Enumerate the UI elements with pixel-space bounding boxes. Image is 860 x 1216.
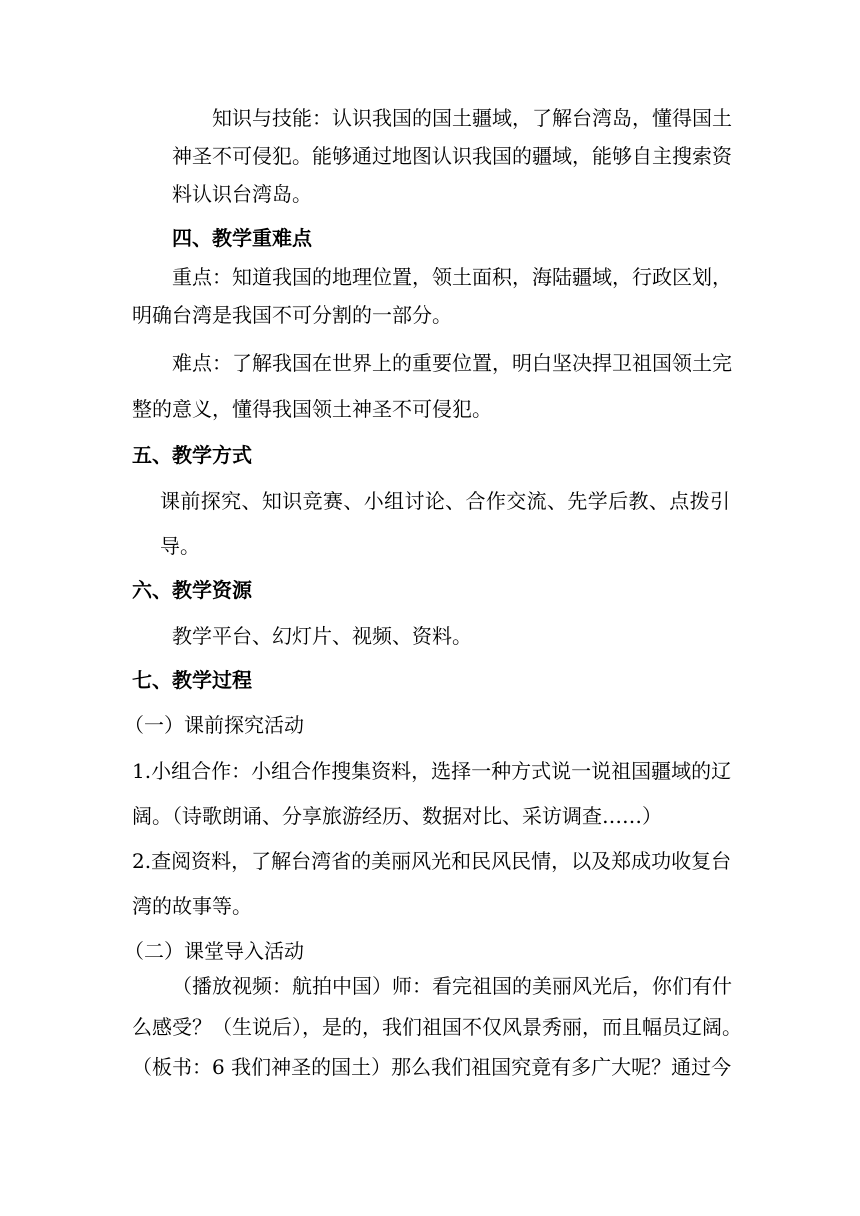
list-item-line: 2.查阅资料，了解台湾省的美丽风光和民风民情，以及郑成功收复台 xyxy=(132,849,732,873)
subsection-heading: （一）课前探究活动 xyxy=(124,713,304,737)
paragraph-line: 知识与技能：认识我国的国土疆域，了解台湾岛，懂得国土 xyxy=(212,106,732,130)
list-item-line: 阔。（诗歌朗诵、分享旅游经历、数据对比、采访调查……） xyxy=(132,804,662,828)
paragraph-line: 神圣不可侵犯。能够通过地图认识我国的疆域，能够自主搜索资 xyxy=(172,144,732,168)
paragraph-line: 么感受？（生说后），是的，我们祖国不仅风景秀丽，而且幅员辽阔。 xyxy=(132,1015,742,1039)
section-heading: 四、教学重难点 xyxy=(172,226,312,250)
section-heading: 七、教学过程 xyxy=(132,668,252,692)
section-heading: 五、教学方式 xyxy=(132,443,252,467)
paragraph-line: 教学平台、幻灯片、视频、资料。 xyxy=(172,624,472,648)
paragraph-line: （板书：6 我们神圣的国土）那么我们祖国究竟有多广大呢？通过今 xyxy=(132,1055,732,1079)
section-heading: 六、教学资源 xyxy=(132,578,252,602)
paragraph-line: 料认识台湾岛。 xyxy=(172,182,312,206)
list-item-line: 1.小组合作：小组合作搜集资料，选择一种方式说一说祖国疆域的辽 xyxy=(132,759,732,783)
paragraph-line: 明确台湾是我国不可分割的一部分。 xyxy=(132,303,452,327)
subsection-heading: （二）课堂导入活动 xyxy=(124,939,304,963)
list-item-line: 湾的故事等。 xyxy=(132,894,252,918)
paragraph-line: 导。 xyxy=(160,534,200,558)
paragraph-line: 重点：知道我国的地理位置，领土面积，海陆疆域，行政区划， xyxy=(172,265,732,289)
paragraph-line: 整的意义，懂得我国领土神圣不可侵犯。 xyxy=(132,397,492,421)
paragraph-line: 难点：了解我国在世界上的重要位置，明白坚决捍卫祖国领土完 xyxy=(172,351,732,375)
paragraph-line: （播放视频：航拍中国）师：看完祖国的美丽风光后，你们有什 xyxy=(172,974,732,998)
paragraph-line: 课前探究、知识竞赛、小组讨论、合作交流、先学后教、点拨引 xyxy=(160,489,730,513)
